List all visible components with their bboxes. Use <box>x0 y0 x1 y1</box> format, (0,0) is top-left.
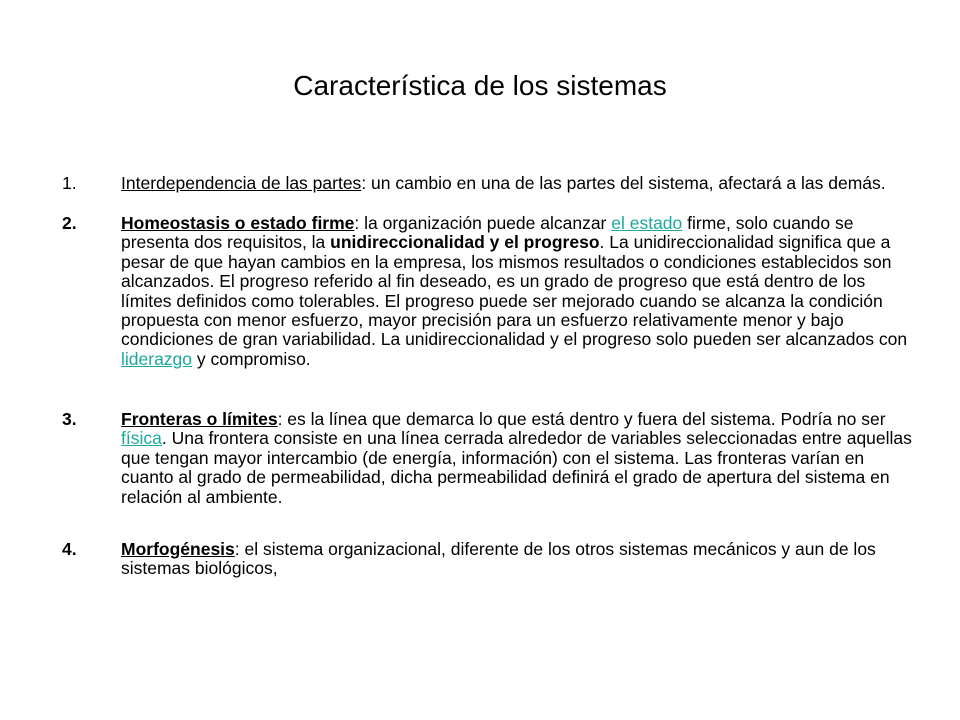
item-term: Morfogénesis <box>121 539 235 559</box>
item-text: : un cambio en una de las partes del sistema, afectará a las demás. <box>361 173 886 193</box>
list-item-interdependencia <box>62 174 912 193</box>
item-term: Interdependencia de las partes <box>121 173 362 193</box>
item-number: 3. <box>62 409 77 429</box>
list-item-morfogenesis <box>62 540 912 579</box>
list-item-homeostasis <box>62 214 912 369</box>
list-item-fronteras <box>62 410 912 507</box>
link-fisica[interactable]: física <box>121 428 162 449</box>
link-el-estado[interactable]: el estado <box>611 213 683 233</box>
item-text: : el sistema organizacional, diferente de los otros sistemas mecánicos y aun de los sistemas biológicos, <box>121 539 876 579</box>
link-liderazgo[interactable]: liderazgo <box>121 348 193 369</box>
item-term: Fronteras o límites <box>121 409 278 429</box>
item-number: 4. <box>62 539 77 559</box>
item-text: y compromiso. <box>192 348 311 369</box>
item-term: Homeostasis o estado firme <box>121 213 355 233</box>
item-body <box>121 174 912 193</box>
item-text: : la organización puede alcanzar <box>354 213 612 233</box>
item-bold-phrase: unidireccionalidad y el progreso <box>330 232 600 253</box>
item-text: . Una frontera consiste en una línea cerrada alrededor de variables seleccionadas entre aquellas que tengan mayor intercambio (de energía, información) con el sistema. Las fronteras varían en cuanto al grado de permeabilidad, dicha permeabilidad definirá el grado de apertura del sistema en relación al ambiente. <box>121 428 912 507</box>
item-number: 1. <box>62 173 77 193</box>
item-text: : es la línea que demarca lo que está dentro y fuera del sistema. Podría no ser <box>277 409 886 429</box>
slide-title: Característica de los sistemas <box>293 70 667 101</box>
item-body <box>121 214 912 369</box>
item-body <box>121 540 912 579</box>
item-text: firme, solo cuando se presenta dos requisitos, la <box>121 213 854 253</box>
item-number: 2. <box>62 213 77 233</box>
item-body <box>121 410 912 507</box>
item-text: . La unidireccionalidad significa que a pesar de que hayan cambios en la empresa, los mismos resultados o condiciones establecidos son alcanzados. El progreso referido al fin deseado, es un grado de progreso que está dentro de los límites definidos como tolerables. El progreso puede ser mejorado cuando se alcanza la condición propuesta con menor esfuerzo, mayor precisión para un esfuerzo relativamente menor y bajo condiciones de gran variabilidad. La unidireccionalidad y el progreso solo pueden ser alcanzados con <box>121 232 908 350</box>
